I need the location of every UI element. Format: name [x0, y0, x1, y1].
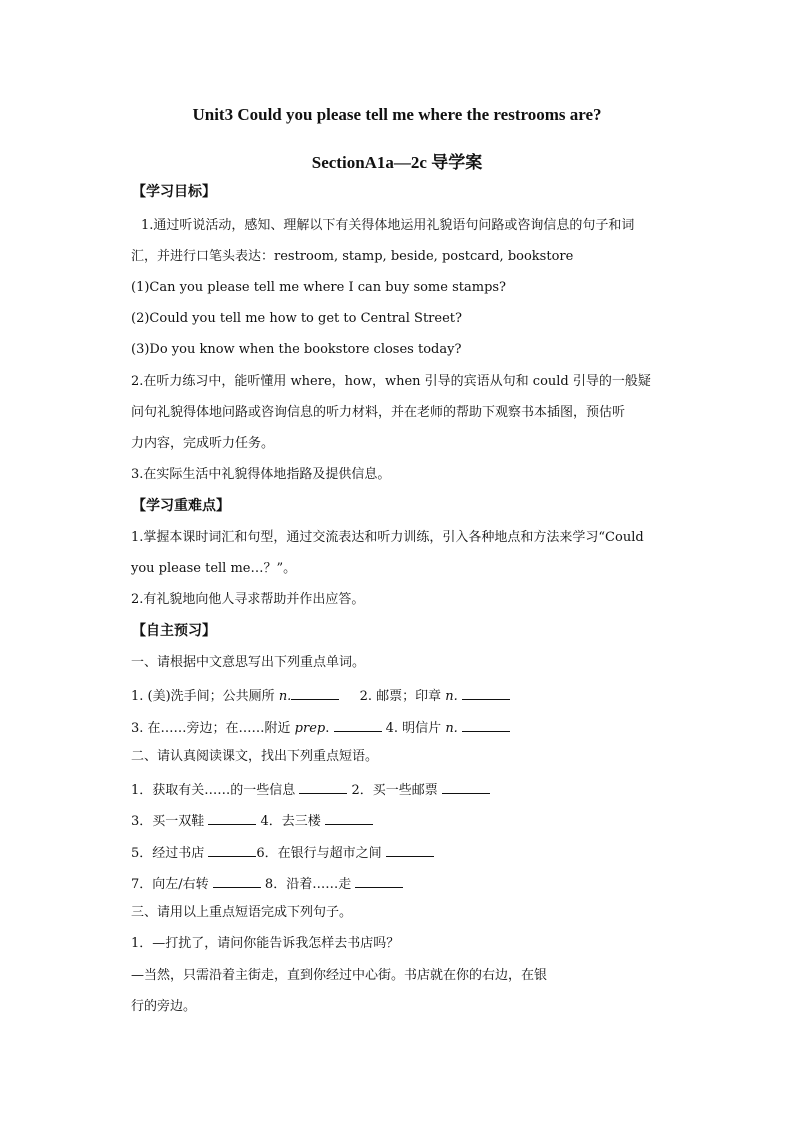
phrase-5-prompt: 5．经过书店 — [131, 846, 209, 861]
sentence-3: (3)Do you know when the bookstore closes today? — [131, 342, 462, 357]
phrase-2-blank[interactable] — [442, 780, 490, 794]
keypoint-1-line-1: 1.掌握本课时词汇和句型，通过交流表达和听力训练，引入各种地点和方法来学习“Could — [131, 530, 644, 545]
phrase-7-blank[interactable] — [213, 874, 261, 888]
objective-3: 3.在实际生活中礼貌得体地指路及提供信息。 — [131, 467, 391, 482]
phrase-8-prompt: 8．沿着……走 — [260, 877, 356, 892]
phrase-1-blank[interactable] — [299, 780, 347, 794]
phrase-row-4 — [131, 874, 403, 893]
objective-2-line-2: 问句礼貌得体地问路或咨询信息的听力材料，并在老师的帮助下观察书本插图，预估听 — [131, 405, 626, 420]
preview-part-2-instruction: 二、请认真阅读课文，找出下列重点短语。 — [131, 749, 379, 764]
word-4-prompt: 4. 明信片 — [381, 721, 446, 736]
word-3-prompt: 3. 在……旁边；在……附近 — [131, 721, 295, 736]
word-3-blank[interactable] — [334, 718, 382, 732]
answer-1-line-1: —当然，只需沿着主街走，直到你经过中心街。书店就在你的右边，在银 — [131, 968, 548, 983]
phrase-7-prompt: 7．向左/右转 — [131, 877, 213, 892]
word-1-pos: n. — [278, 689, 292, 704]
phrase-5-blank[interactable] — [208, 843, 256, 857]
sentence-2: (2)Could you tell me how to get to Central Street? — [131, 311, 462, 326]
phrase-4-prompt: 4．去三楼 — [256, 814, 325, 829]
word-4-pos: n. — [445, 721, 458, 736]
objective-1-line-2: 汇，并进行口笔头表达：restroom, stamp, beside, postcard, bookstore — [131, 249, 574, 264]
preview-part-1-instruction: 一、请根据中文意思写出下列重点单词。 — [131, 655, 366, 670]
word-1-blank[interactable] — [291, 686, 339, 700]
answer-1-line-2: 行的旁边。 — [131, 999, 197, 1014]
phrase-2-prompt: 2．买一些邮票 — [347, 783, 442, 798]
phrase-3-prompt: 3．买一双鞋 — [131, 814, 209, 829]
phrase-3-blank[interactable] — [208, 811, 256, 825]
preview-part-3-instruction: 三、请用以上重点短语完成下列句子。 — [131, 905, 353, 920]
word-row-1 — [131, 686, 510, 705]
word-2-pos: n. — [445, 689, 458, 704]
document-subtitle: SectionA1a—2c 导学案 — [311, 153, 483, 172]
section-heading-preview: 【自主预习】 — [132, 623, 216, 639]
phrase-4-blank[interactable] — [325, 811, 373, 825]
word-3-pos-dot: . — [325, 721, 334, 736]
word-2-blank[interactable] — [462, 686, 510, 700]
word-1-prompt: 1. (美)洗手间；公共厕所 — [131, 689, 279, 704]
phrase-1-prompt: 1．获取有关……的一些信息 — [131, 783, 300, 798]
sentence-1: (1)Can you please tell me where I can buy some stamps? — [131, 280, 507, 295]
section-heading-keypoints: 【学习重难点】 — [132, 498, 230, 514]
question-1: 1．—打扰了，请问你能告诉我怎样去书店吗？ — [131, 936, 400, 951]
keypoint-1-line-2: you please tell me…？”。 — [131, 561, 297, 576]
word-3-pos: prep — [294, 721, 326, 736]
word-2-prompt: 2. 邮票；印章 — [359, 689, 446, 704]
objective-2-line-1: 2.在听力练习中，能听懂用 where，how，when 引导的宾语从句和 could 引导的一般疑 — [131, 374, 651, 389]
phrase-8-blank[interactable] — [355, 874, 403, 888]
document-title: Unit3 Could you please tell me where the restrooms are? — [192, 105, 602, 124]
phrase-row-1 — [131, 780, 490, 799]
phrase-6-prompt: 6．在银行与超市之间 — [256, 846, 386, 861]
word-4-blank[interactable] — [462, 718, 510, 732]
objective-1-line-1: 1.通过听说活动，感知、理解以下有关得体地运用礼貌语句问路或咨询信息的句子和词 — [141, 218, 635, 233]
phrase-6-blank[interactable] — [386, 843, 434, 857]
keypoint-2: 2.有礼貌地向他人寻求帮助并作出应答。 — [131, 592, 365, 607]
phrase-row-2 — [131, 811, 373, 830]
word-row-2 — [131, 718, 510, 737]
objective-2-line-3: 力内容，完成听力任务。 — [131, 436, 275, 451]
phrase-row-3 — [131, 843, 434, 862]
section-heading-objectives: 【学习目标】 — [132, 184, 216, 200]
